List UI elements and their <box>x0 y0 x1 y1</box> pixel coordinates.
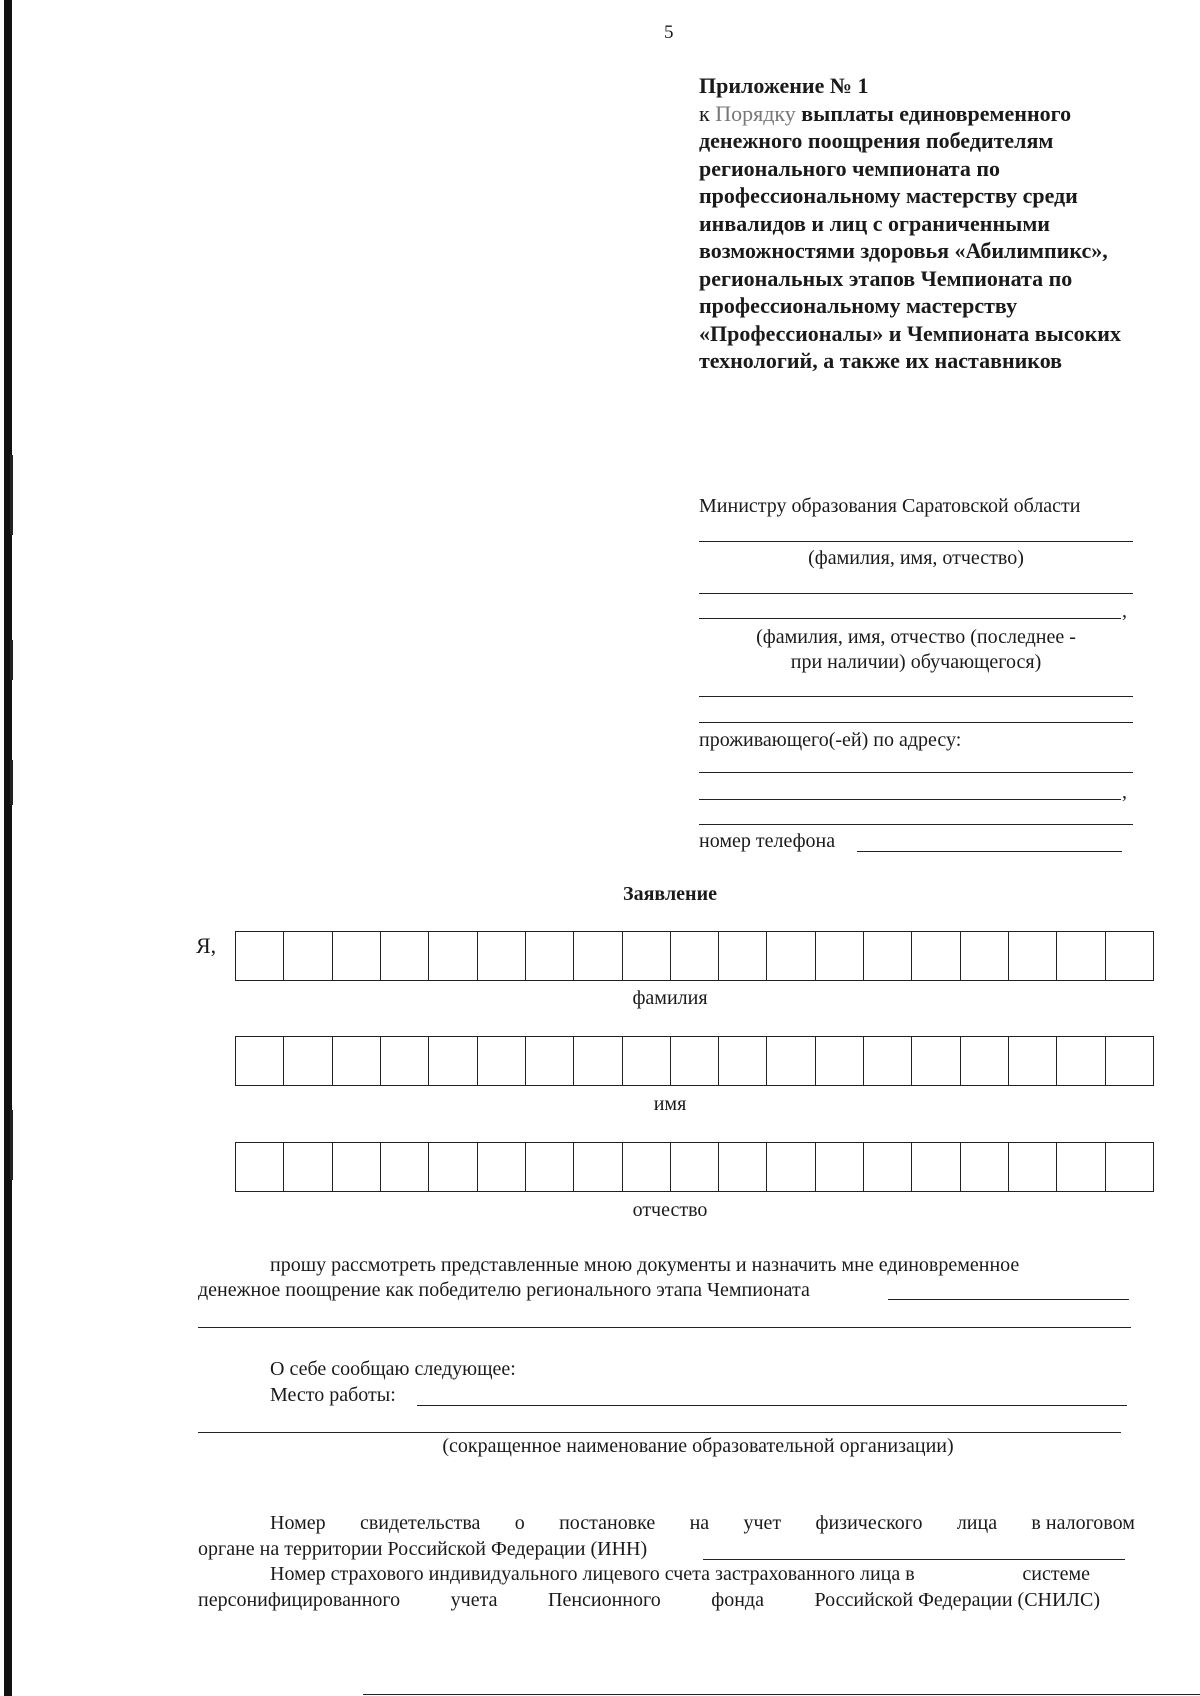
letter-cell[interactable] <box>1106 1143 1153 1191</box>
about-label: О себе сообщаю следующее: <box>270 1358 516 1380</box>
word: Пенсионного <box>548 1589 661 1611</box>
word: Российской Федерации (СНИЛС) <box>814 1589 1100 1611</box>
word: персонифицированного <box>198 1589 401 1611</box>
letter-cell[interactable] <box>236 1143 284 1191</box>
letter-cell[interactable] <box>284 932 332 980</box>
letter-cell[interactable] <box>236 1037 284 1085</box>
letter-cell[interactable] <box>623 1143 671 1191</box>
letter-cell[interactable] <box>719 1037 767 1085</box>
phone-label: номер телефона <box>699 830 836 852</box>
letter-cell[interactable] <box>574 932 622 980</box>
name-caption: имя <box>653 1093 687 1115</box>
letter-cell[interactable] <box>1009 932 1057 980</box>
appendix-body-text: выплаты единовременного денежного поощрения победителям регионального чемпионата по профессиональному мастерству среди инвалидов и лиц с ограниченными возможностями здоровья «Абилимпикс», региональных этапов Чемпионата по профессиональному мастерству «Профессионалы» и Чемпионата высоких технологий, а также их наставников <box>699 100 1121 373</box>
fill-line <box>699 824 1133 825</box>
org-caption: (сокращенное наименование образовательной организации) <box>442 1435 954 1457</box>
letter-cell[interactable] <box>912 1037 960 1085</box>
letter-cell[interactable] <box>961 932 1009 980</box>
word: физического <box>815 1512 923 1534</box>
letter-cell[interactable] <box>526 932 574 980</box>
surname-caption: фамилия <box>632 987 708 1009</box>
appendix-title: Приложение № 1 <box>699 73 869 98</box>
letter-cell[interactable] <box>333 1037 381 1085</box>
letter-cell[interactable] <box>623 1037 671 1085</box>
letter-cell[interactable] <box>864 932 912 980</box>
letter-cell[interactable] <box>478 1037 526 1085</box>
fill-line[interactable] <box>363 1694 1200 1695</box>
word: лица <box>956 1512 998 1534</box>
word: свидетельства <box>359 1512 481 1534</box>
snils-line-2 <box>198 1588 1100 1612</box>
letter-cell[interactable] <box>767 932 815 980</box>
page-number: 5 <box>664 22 674 43</box>
letter-cell[interactable] <box>864 1037 912 1085</box>
word: учета <box>450 1589 498 1611</box>
championship-field-line[interactable] <box>888 1299 1129 1300</box>
letter-cell[interactable] <box>284 1037 332 1085</box>
scan-mark <box>10 640 13 680</box>
letter-cell[interactable] <box>236 932 284 980</box>
letter-cell[interactable] <box>816 1037 864 1085</box>
fio-caption: (фамилия, имя, отчество) <box>808 547 1024 569</box>
comma: , <box>1122 600 1127 622</box>
letter-cell[interactable] <box>816 1143 864 1191</box>
letter-cell[interactable] <box>912 932 960 980</box>
fill-line <box>699 799 1121 800</box>
word: Номер <box>270 1512 326 1534</box>
letter-cell[interactable] <box>526 1037 574 1085</box>
letter-cell[interactable] <box>912 1143 960 1191</box>
letter-cell[interactable] <box>671 1143 719 1191</box>
workplace-field-line[interactable] <box>417 1405 1127 1406</box>
student-caption-2: при наличии) обучающегося) <box>790 651 1042 673</box>
scan-mark <box>10 1110 13 1180</box>
letter-cell[interactable] <box>1057 1143 1105 1191</box>
letter-cell[interactable] <box>719 932 767 980</box>
inn-field-line[interactable] <box>703 1559 1125 1560</box>
letter-cell[interactable] <box>864 1143 912 1191</box>
scan-mark <box>10 760 13 805</box>
letter-cell[interactable] <box>623 932 671 980</box>
statement-title: Заявление <box>623 883 717 905</box>
word: в налоговом <box>1031 1512 1135 1534</box>
fill-line <box>699 618 1121 619</box>
letter-cell[interactable] <box>671 1037 719 1085</box>
phone-field-line[interactable] <box>857 851 1122 852</box>
letter-cell[interactable] <box>574 1037 622 1085</box>
letter-cell[interactable] <box>1106 932 1153 980</box>
letter-cell[interactable] <box>429 932 477 980</box>
letter-cell[interactable] <box>767 1037 815 1085</box>
letter-cell[interactable] <box>429 1143 477 1191</box>
appendix-body <box>699 100 1129 375</box>
student-caption-1: (фамилия, имя, отчество (последнее - <box>756 626 1076 648</box>
fill-line[interactable] <box>198 1432 1121 1433</box>
letter-cell[interactable] <box>816 932 864 980</box>
fill-line <box>699 722 1133 723</box>
appendix-order-link: Порядку <box>715 100 796 126</box>
letter-cell[interactable] <box>284 1143 332 1191</box>
letter-cell[interactable] <box>1009 1143 1057 1191</box>
word: о <box>514 1512 525 1534</box>
request-line-2: денежное поощрение как победителю регионального этапа Чемпионата <box>198 1279 810 1301</box>
letter-cell[interactable] <box>381 1143 429 1191</box>
workplace-label: Место работы: <box>270 1384 396 1406</box>
inn-line-1 <box>270 1511 1135 1535</box>
letter-cell[interactable] <box>381 1037 429 1085</box>
letter-cell[interactable] <box>333 932 381 980</box>
address-label: проживающего(-ей) по адресу: <box>699 729 962 751</box>
letter-cell[interactable] <box>526 1143 574 1191</box>
fill-line <box>699 541 1133 542</box>
word: постановке <box>559 1512 656 1534</box>
name-cells[interactable] <box>235 1036 1154 1086</box>
letter-cell[interactable] <box>574 1143 622 1191</box>
fill-line <box>699 593 1133 594</box>
word: на <box>689 1512 710 1534</box>
letter-cell[interactable] <box>1009 1037 1057 1085</box>
word: учет <box>743 1512 782 1534</box>
i-label: Я, <box>196 933 217 958</box>
letter-cell[interactable] <box>381 932 429 980</box>
scan-mark <box>10 455 13 535</box>
letter-cell[interactable] <box>767 1143 815 1191</box>
letter-cell[interactable] <box>333 1143 381 1191</box>
appendix-to-word: к <box>699 100 710 126</box>
letter-cell[interactable] <box>429 1037 477 1085</box>
word: системе <box>1022 1563 1090 1585</box>
letter-cell[interactable] <box>1057 1037 1105 1085</box>
letter-cell[interactable] <box>719 1143 767 1191</box>
letter-cell[interactable] <box>1057 932 1105 980</box>
minister-line: Министру образования Саратовской области <box>699 495 1081 517</box>
letter-cell[interactable] <box>1106 1037 1153 1085</box>
letter-cell[interactable] <box>961 1143 1009 1191</box>
surname-cells[interactable] <box>235 931 1154 981</box>
appendix-header <box>699 72 1129 375</box>
comma: , <box>1122 781 1127 803</box>
fill-line[interactable] <box>198 1327 1131 1328</box>
letter-cell[interactable] <box>671 932 719 980</box>
word: фонда <box>711 1589 764 1611</box>
request-line-1: прошу рассмотреть представленные мною документы и назначить мне единовременное <box>270 1254 1020 1276</box>
snils-line-1 <box>270 1562 1090 1586</box>
letter-cell[interactable] <box>478 932 526 980</box>
patronymic-caption: отчество <box>632 1199 708 1221</box>
patronymic-cells[interactable] <box>235 1142 1154 1192</box>
letter-cell[interactable] <box>961 1037 1009 1085</box>
fill-line <box>699 696 1133 697</box>
fill-line <box>699 772 1133 773</box>
word: Номер страхового индивидуального лицевого счета застрахованного лица в <box>270 1563 915 1585</box>
inn-line-2: органе на территории Российской Федерации (ИНН) <box>198 1538 648 1560</box>
letter-cell[interactable] <box>478 1143 526 1191</box>
scan-left-edge <box>4 0 12 1696</box>
